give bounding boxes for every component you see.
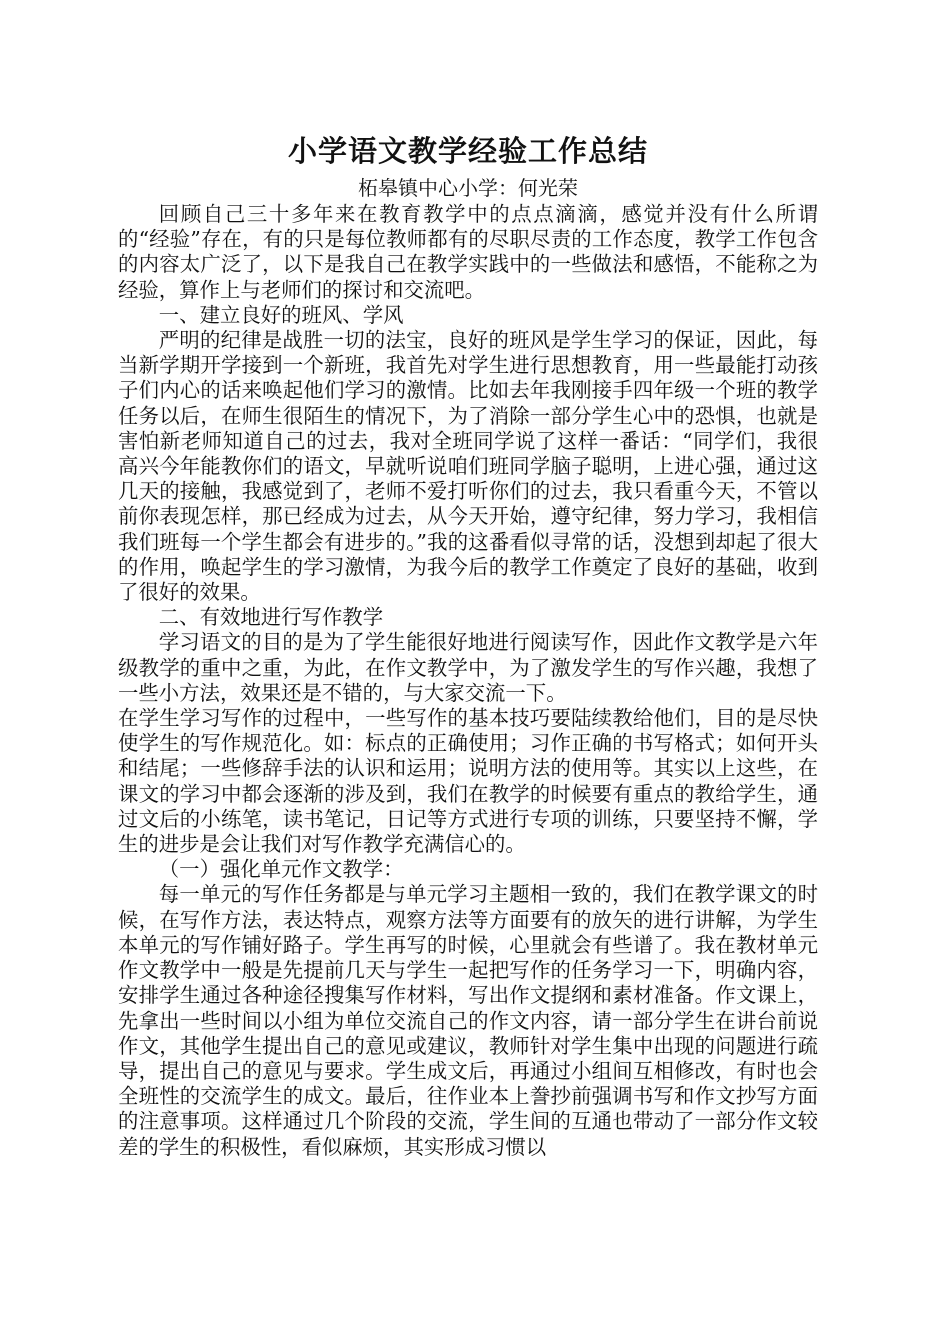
section-2-paragraph-1: 学习语文的目的是为了学生能很好地进行阅读写作，因此作文教学是六年级教学的重中之重，为此，在作文教学中，为了激发学生的写作兴趣，我想了一些小方法，效果还是不错的，与大家交流一下。: [118, 630, 818, 705]
section-heading-2: 二、有效地进行写作教学: [158, 605, 384, 630]
document-body: [118, 202, 818, 1160]
document-title: 小学语文教学经验工作总结: [287, 134, 648, 168]
document-page: [118, 130, 818, 1160]
section-2-paragraph-2: 在学生学习写作的过程中，一些写作的基本技巧要陆续教给他们，目的是尽快使学生的写作规范化。如：标点的正确使用；习作正确的书写格式；如何开头和结尾；一些修辞手法的认识和运用；说明方法的使用等。其实以上这些，在课文的学习中都会逐渐的涉及到，我们在教学的时候要有重点的教给学生，通过文后的小练笔，读书笔记，日记等方式进行专项的训练，只要坚持不懈，学生的进步是会让我们对写作教学充满信心的。: [118, 706, 818, 857]
subsection-1-paragraph: 每一单元的写作任务都是与单元学习主题相一致的，我们在教学课文的时候，在写作方法，表达特点，观察方法等方面要有的放矢的进行讲解，为学生本单元的写作铺好路子。学生再写的时候，心里就会有些谱了。我在教材单元作文教学中一般是先提前几天与学生一起把写作的任务学习一下，明确内容，安排学生通过各种途径搜集写作材料，写出作文提纲和素材准备。作文课上，先拿出一些时间以小组为单位交流自己的作文内容，请一部分学生在讲台前说作文，其他学生提出自己的意见或建议，教师针对学生集中出现的问题进行疏导，提出自己的意见与要求。学生成文后，再通过小组间互相修改，有时也会全班性的交流学生的成文。最后，往作业本上誊抄前强调书写和作文抄写方面的注意事项。这样通过几个阶段的交流，学生间的互通也带动了一部分作文较差的学生的积极性，看似麻烦，其实形成习惯以: [118, 882, 818, 1159]
section-1-paragraph: 严明的纪律是战胜一切的法宝，良好的班风是学生学习的保证，因此，每当新学期开学接到一个新班，我首先对学生进行思想教育，用一些最能打动孩子们内心的话来唤起他们学习的激情。比如去年我刚接手四年级一个班的教学任务以后，在师生很陌生的情况下，为了消除一部分学生心中的恐惧，也就是害怕新老师知道自己的过去，我对全班同学说了这样一番话：“同学们，我很高兴今年能教你们的语文，早就听说咱们班同学脑子聪明，上进心强，通过这几天的接触，我感觉到了，老师不爱打听你们的过去，我只看重今天，不管以前你表现怎样，那已经成为过去，从今天开始，遵守纪律，努力学习，我相信我们班每一个学生都会有进步的。”我的这番看似寻常的话，没想到却起了很大的作用，唤起学生的学习激情，为我今后的教学工作奠定了良好的基础，收到了很好的效果。: [118, 328, 818, 605]
section-heading-1: 一、建立良好的班风、学风: [158, 302, 404, 327]
intro-paragraph: 回顾自己三十多年来在教育教学中的点点滴滴，感觉并没有什么所谓的“经验”存在，有的只是每位教师都有的尽职尽责的工作态度，教学工作包含的内容太广泛了，以下是我自己在教学实践中的一些做法和感悟，不能称之为经验，算作上与老师们的探讨和交流吧。: [118, 202, 818, 302]
subsection-heading-1: （一）强化单元作文教学：: [158, 857, 404, 882]
document-author: 柘皋镇中心小学：何光荣: [358, 176, 578, 200]
